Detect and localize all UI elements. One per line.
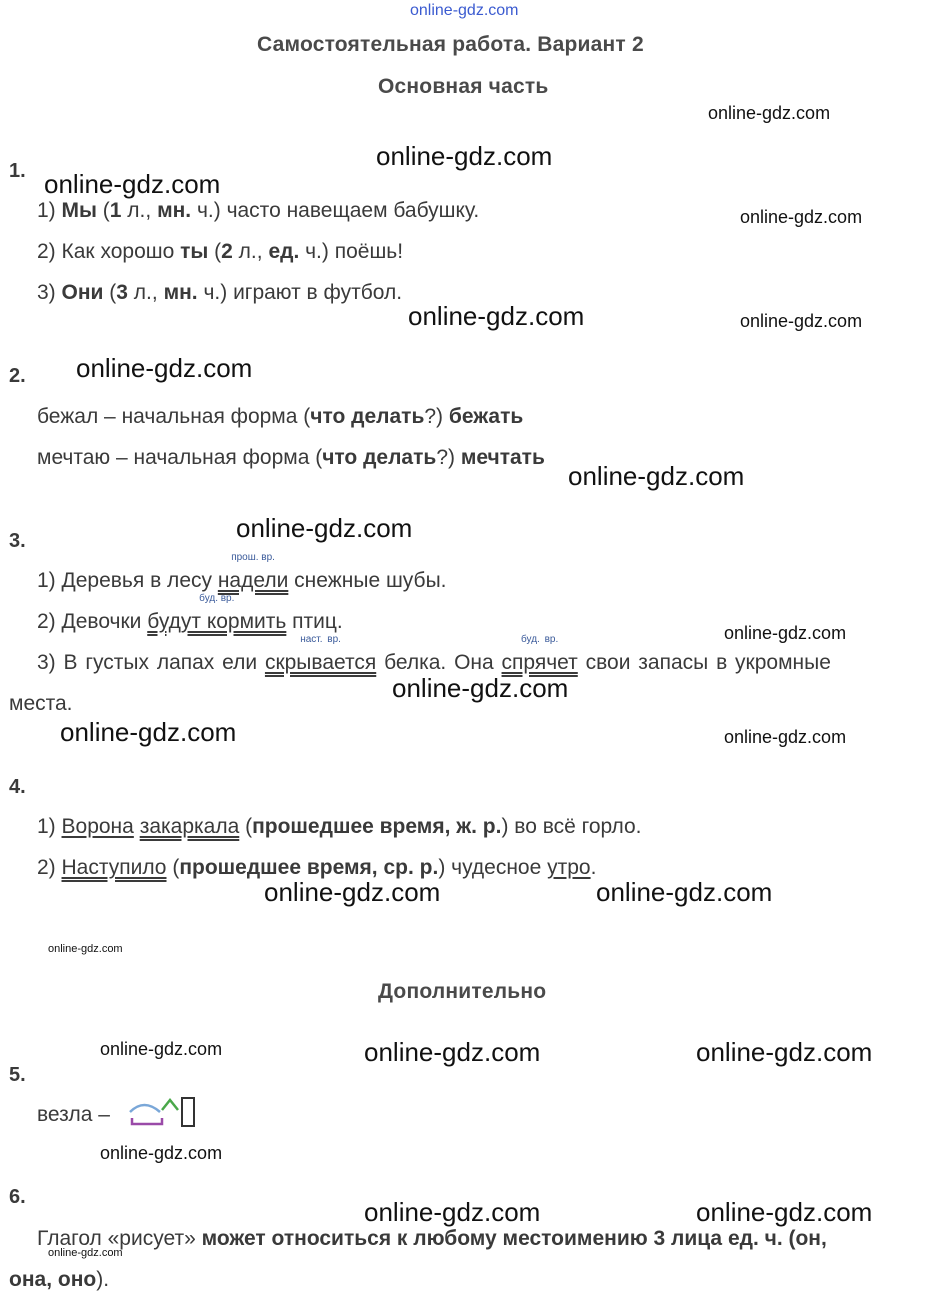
watermark: online-gdz.com: [708, 103, 831, 123]
watermark: online-gdz.com: [100, 1143, 223, 1163]
watermark: online-gdz.com: [740, 311, 863, 331]
watermark: online-gdz.com: [408, 301, 585, 331]
watermark: online-gdz.com: [596, 877, 773, 907]
task3-line-4: места.: [9, 692, 73, 715]
predicate: надели: [217, 569, 289, 592]
watermark: online-gdz.com: [60, 717, 237, 747]
task-number-4: 4.: [9, 776, 26, 798]
prefix-mark: [132, 1118, 162, 1124]
watermark: online-gdz.com: [724, 727, 847, 747]
task1-line-2: 2) Как хорошо ты (2 л., ед. ч.) поёшь!: [37, 240, 404, 263]
task6-line-2: она, оно).: [9, 1268, 110, 1291]
predicate: будут кормить: [147, 610, 287, 633]
predicate: закаркала: [139, 815, 240, 838]
watermark: online-gdz.com: [392, 673, 569, 703]
subject: утро: [547, 856, 591, 879]
task4-line-1: 1) Ворона закаркала (прошедшее время, ж. р.) во всё горло.: [37, 815, 642, 838]
task1-line-1: 1) Мы (1 л., мн. ч.) часто навещаем бабушку.: [37, 199, 480, 222]
watermark: online-gdz.com: [44, 169, 221, 199]
task-number-3: 3.: [9, 530, 26, 552]
watermark: online-gdz.com: [48, 943, 123, 955]
watermark: online-gdz.com: [48, 1247, 123, 1259]
task-number-2: 2.: [9, 365, 26, 387]
watermark: online-gdz.com: [236, 513, 413, 543]
ending-box: [182, 1098, 194, 1126]
section-title-main: Основная часть: [378, 75, 549, 98]
watermark: online-gdz.com: [76, 353, 253, 383]
watermark: online-gdz.com: [724, 623, 847, 643]
watermark: online-gdz.com: [100, 1039, 223, 1059]
task4-line-2: 2) Наступило (прошедшее время, ср. р.) чудесное утро.: [37, 856, 597, 879]
watermark: online-gdz.com: [568, 461, 745, 491]
task5-word: везла –: [37, 1103, 110, 1126]
suffix-mark: [162, 1100, 178, 1110]
watermark: online-gdz.com: [264, 877, 441, 907]
watermark: online-gdz.com: [364, 1037, 541, 1067]
watermark: online-gdz.com: [364, 1197, 541, 1227]
root-arc: [130, 1105, 160, 1112]
subject: Ворона: [61, 815, 134, 838]
section-title-extra: Дополнительно: [378, 980, 547, 1003]
watermark: online-gdz.com: [376, 141, 553, 171]
predicate: скрывается: [264, 651, 377, 674]
task-number-1: 1.: [9, 160, 26, 182]
watermark: online-gdz.com: [696, 1037, 873, 1067]
task1-line-3: 3) Они (3 л., мн. ч.) играют в футбол.: [37, 281, 403, 304]
tense-label: наст. вр.: [300, 634, 341, 645]
tense-label: буд. вр.: [199, 593, 235, 604]
task3-line-1: 1) Деревья в лесу прош. вр. надели снежные шубы.: [37, 552, 447, 592]
task2-line-1: бежал – начальная форма (что делать?) бежать: [37, 405, 524, 428]
tense-label: прош. вр.: [231, 552, 275, 563]
task-number-6: 6.: [9, 1186, 26, 1208]
tense-label: буд. вр.: [521, 634, 559, 645]
predicate: спрячет: [501, 651, 578, 674]
predicate: Наступило: [61, 856, 167, 879]
task-number-5: 5.: [9, 1064, 26, 1086]
morpheme-scheme-icon: [124, 1092, 198, 1130]
task6-line-1: Глагол «рисует» может относиться к любому местоимению 3 лица ед. ч. (он,: [37, 1227, 827, 1250]
watermark-top: online-gdz.com: [410, 2, 519, 19]
task3-line-3: 3) В густых лапах ели наст. вр. скрывается белка. Она буд. вр. спрячет свои запасы в укромные: [37, 634, 831, 674]
task3-line-2: 2) Девочки буд. вр. будут кормить птиц.: [37, 593, 343, 633]
task2-line-2: мечтаю – начальная форма (что делать?) мечтать: [37, 446, 545, 469]
watermark: online-gdz.com: [740, 207, 863, 227]
watermark: online-gdz.com: [696, 1197, 873, 1227]
page-title: Самостоятельная работа. Вариант 2: [257, 33, 644, 56]
